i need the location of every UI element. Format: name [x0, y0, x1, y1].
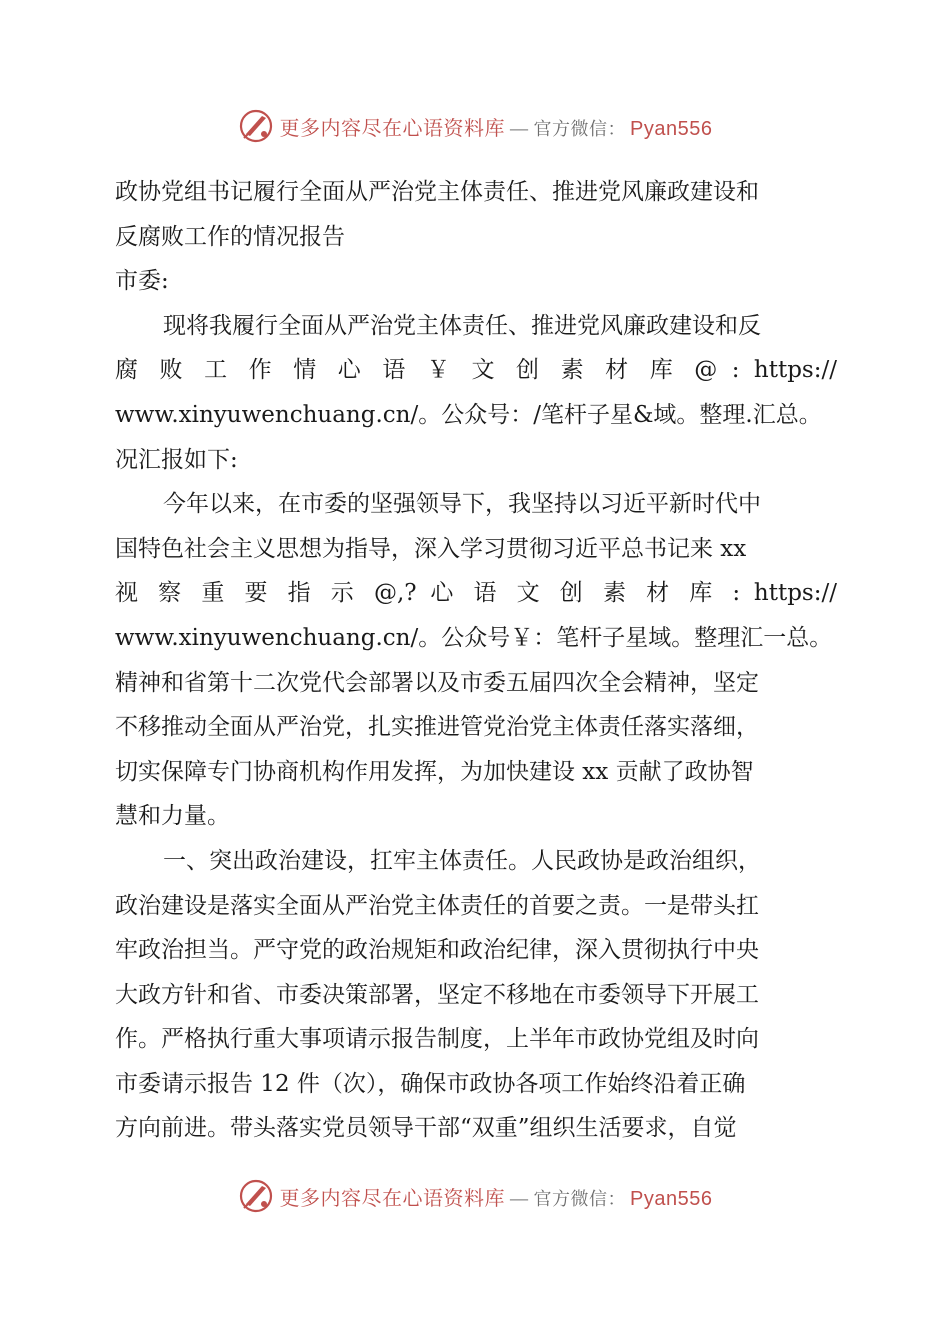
banner-wechat-label: 官方微信：	[533, 118, 627, 140]
text-line: www.xinyuwenchuang.cn/。公众号￥：笔杆子星域。整理汇一总。	[115, 624, 833, 651]
text-line: 况汇报如下:	[115, 446, 238, 473]
text-line: 方向前进。带头落实党员领导干部“双重”组织生活要求，自觉	[115, 1115, 737, 1142]
banner-wechat-label: 官方微信：	[533, 1188, 627, 1210]
text-line: 今年以来，在市委的坚强领导下，我坚持以习近平新时代中	[163, 491, 761, 518]
text-line: 作。严格执行重大事项请示报告制度，上半年市政协党组及时向	[115, 1026, 759, 1053]
text-line: 不移推动全面从严治党，扎实推进管党治党主体责任落实落细，	[115, 714, 759, 741]
footer-banner	[0, 1176, 950, 1216]
text-line: 一、突出政治建设，扛牢主体责任。人民政协是政治组织，	[163, 847, 761, 874]
text-line: 现将我履行全面从严治党主体责任、推进党风廉政建设和反	[163, 312, 761, 339]
text-line: 牢政治担当。严守党的政治规矩和政治纪律，深入贯彻执行中央	[115, 937, 759, 964]
document-body	[115, 170, 837, 1151]
text-line: 国特色社会主义思想为指导，深入学习贯彻习近平总书记来 xx	[115, 535, 747, 562]
text-line: 政治建设是落实全面从严治党主体责任的首要之责。一是带头扛	[115, 892, 759, 919]
text-line: www.xinyuwenchuang.cn/。公众号：/笔杆子星&域。整理.汇总。	[115, 401, 822, 428]
text-line: 切实保障专门协商机构作用发挥，为加快建设 xx 贡献了政协智	[115, 758, 754, 785]
banner-main-text: 更多内容尽在心语资料库	[279, 1185, 506, 1210]
title-line: 政协党组书记履行全面从严治党主体责任、推进党风廉政建设和	[115, 179, 759, 205]
text-line: 腐 败 工 作 情 心 语 ￥ 文 创 素 材 库 @ : https://	[115, 357, 837, 384]
banner-text	[280, 112, 713, 141]
quill-pen-logo-icon	[238, 1178, 274, 1214]
title-line: 反腐败工作的情况报告	[115, 223, 345, 250]
banner-wechat-id: Pyan556	[630, 117, 713, 140]
text-line: 精神和省第十二次党代会部署以及市委五届四次全会精神，坚定	[115, 669, 759, 696]
text-line: 大政方针和省、市委决策部署，坚定不移地在市委领导下开展工	[115, 981, 759, 1008]
quill-pen-logo-icon	[238, 108, 274, 144]
banner-main-text: 更多内容尽在心语资料库	[279, 115, 506, 140]
banner-separator: —	[509, 115, 530, 140]
banner-wechat-id: Pyan556	[630, 1187, 713, 1210]
banner-separator: —	[509, 1185, 530, 1210]
salutation: 市委:	[115, 268, 169, 295]
banner-text	[280, 1182, 713, 1211]
text-line: 视 察 重 要 指 示 @,? 心 语 文 创 素 材 库 : https://	[115, 580, 837, 607]
header-banner	[0, 106, 950, 146]
text-line: 市委请示报告 12 件（次），确保市政协各项工作始终沿着正确	[115, 1070, 746, 1097]
text-line: 慧和力量。	[115, 803, 230, 830]
